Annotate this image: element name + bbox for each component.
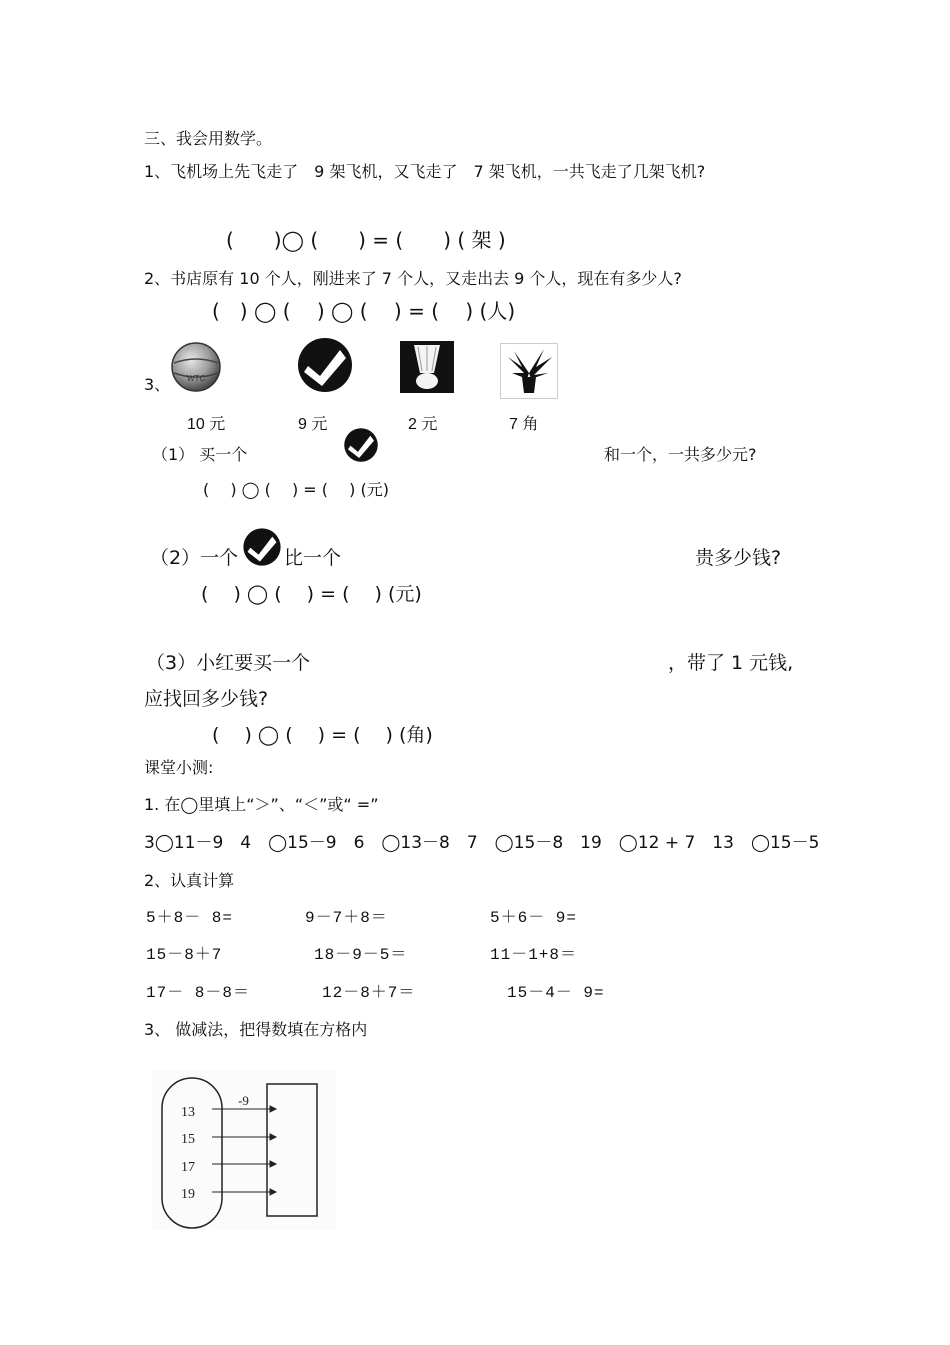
calc-item: 5＋8－ 8= (146, 909, 234, 927)
sub-question-3-right: ，带了 1 元钱, (668, 652, 794, 674)
question-2-text: 2、书店原有 10 个人，刚进来了 7 个人，又走出去 9 个人，现在有多少人? (144, 269, 682, 288)
sub-question-2-left: （2）一个 (150, 547, 239, 569)
subtraction-diagram (152, 1070, 336, 1230)
operation-label: -9 (238, 1093, 249, 1108)
quiz-q1-title: 1. 在◯里填上“＞”、“＜”或“ =” (144, 795, 379, 814)
volleyball-icon (343, 427, 379, 463)
calc-item: 5＋6－ 9= (490, 909, 578, 927)
calc-item: 9－7＋8＝ (305, 909, 388, 927)
sub-question-3-left: （3）小红要买一个 (146, 652, 311, 674)
quiz-q1-items: 3◯11－9 4 ◯15－9 6 ◯13－8 7 ◯15－8 19 ◯12 + 7 13 ◯15－5 (144, 833, 820, 853)
calc-item: 15－8＋7 (146, 946, 223, 964)
price-plant: 7 角 (509, 416, 539, 433)
svg-text:WTC: WTC (187, 374, 206, 383)
volleyball-icon (242, 527, 282, 567)
basketball-icon (170, 341, 222, 393)
diagram-number: 15 (181, 1132, 195, 1147)
calc-item: 17－ 8－8＝ (146, 984, 251, 1002)
volleyball-icon (296, 336, 354, 394)
sub-question-1-formula: ( ) ◯ ( ) = ( ) (元) (203, 480, 389, 499)
sub-question-3-formula: ( ) ◯ ( ) = ( ) (角) (212, 724, 433, 746)
question-2-formula: ( ) ◯ ( ) ◯ ( ) = ( ) (人) (212, 299, 516, 323)
sub-question-2-right: 贵多少钱? (695, 547, 782, 569)
quiz-q3-title: 3、 做减法，把得数填在方格内 (144, 1020, 368, 1039)
calc-item: 11－1+8＝ (490, 946, 578, 964)
section-title: 三、我会用数学。 (144, 129, 273, 148)
calc-item: 15－4－ 9= (507, 984, 605, 1002)
plant-icon (500, 343, 558, 399)
diagram-number: 19 (181, 1187, 195, 1202)
price-basketball: 10 元 (187, 416, 226, 433)
sub-question-1-left: （1） 买一个 (152, 445, 248, 464)
question-1-text: 1、飞机场上先飞走了 9 架飞机，又飞走了 7 架飞机，一共飞走了几架飞机? (144, 162, 706, 181)
question-3-label: 3、 (144, 375, 171, 394)
shuttlecock-icon (400, 341, 454, 393)
price-volleyball: 9 元 (298, 416, 328, 433)
diagram-number: 17 (181, 1160, 195, 1175)
diagram-number: 13 (181, 1105, 195, 1120)
quiz-title: 课堂小测: (144, 758, 214, 777)
sub-question-1-right: 和一个，一共多少元? (604, 445, 757, 464)
sub-question-3-line2: 应找回多少钱? (144, 688, 269, 710)
sub-question-2-middle: 比一个 (284, 547, 342, 569)
quiz-q2-title: 2、认真计算 (144, 871, 235, 890)
price-shuttlecock: 2 元 (408, 416, 438, 433)
calc-item: 18－9－5＝ (314, 946, 408, 964)
calc-item: 12－8＋7＝ (322, 984, 416, 1002)
sub-question-2-formula: ( ) ◯ ( ) = ( ) (元) (201, 583, 422, 605)
question-1-formula: ( )◯ ( ) = ( ) ( 架 ) (226, 228, 506, 252)
